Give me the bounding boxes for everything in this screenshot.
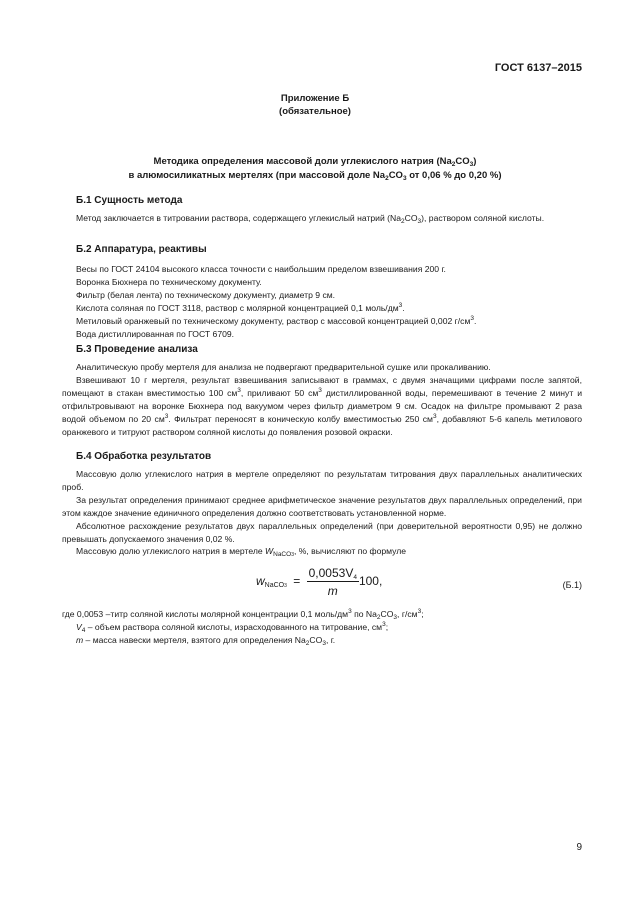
b2-item: Воронка Бюхнера по техническому документу. xyxy=(76,277,262,287)
section-b1-heading: Б.1 Сущность метода xyxy=(76,195,183,206)
b4-paragraph: Массовую долю углекислого натрия в мертеле определяют по результатам титрования двух параллельных аналитических проб. xyxy=(62,469,582,492)
b3-paragraph: Аналитическую пробу мертеля для анализа не подвергают предварительной сушке или прокаливанию. xyxy=(76,362,491,372)
legend-line: m – масса навески мертеля, взятого для определения $Na_2CO_3$, г. xyxy=(76,635,336,647)
section-b3-heading: Б.3 Проведение анализа xyxy=(76,344,198,355)
appendix-title: Приложение Б xyxy=(280,93,350,104)
b2-item: Вода дистиллированная по ГОСТ 6709. xyxy=(76,329,235,339)
b2-item: Фильтр (белая лента) по техническому документу, диаметр 9 см. xyxy=(76,290,336,300)
formula-fraction: $\frac{0,0053V_4}{m}$ xyxy=(308,566,357,598)
b4-paragraph: Абсолютное расхождение результатов двух параллельных определений (при доверительной вероятности 0,95) не должно превышать допускаемого значения 0,02 %. xyxy=(62,521,582,544)
section-b1-text: Метод заключается в титровании раствора, содержащего углекислый натрий $(Na_2CO_3)$, раствором соляной кислоты. xyxy=(76,213,545,225)
method-title-line1: Методика определения массовой доли углекислого натрия $(Na_2CO_3)$ xyxy=(153,156,477,168)
legend-line: где 0,0053 –титр соляной кислоты молярной концентрации 0,1 моль/$дм^3$ по $Na_2CO_3$, $г/см^3$; xyxy=(62,608,424,621)
formula-number: (Б.1) xyxy=(562,580,582,590)
formula-b1: $w_{NaCO3}$ = $\frac{0,0053V_4}{m}$ 100, xyxy=(256,566,383,598)
b4-paragraph: За результат определения принимают среднее арифметическое значение результатов двух параллельных определений, при этом каждое значение единичного определения должно соответствовать установленной норме. xyxy=(62,495,582,518)
appendix-subtitle: (обязательное) xyxy=(279,106,351,117)
legend-line: $V_4$ – объем раствора соляной кислоты, израсходованного на титрование, $см^3$; xyxy=(76,621,389,634)
b4-paragraph: Массовую долю углекислого натрия в мертеле $W_{NaCO3}$, %, вычисляют по формуле xyxy=(76,546,407,558)
b3-paragraph: Взвешивают 10 г мертеля, результат взвешивания записывают в граммах, с двумя значащими цифрами после запятой, помещают в стакан вместимостью 100 $см^3$, приливают 50 $см^3$ дистиллированной воды, перемешивают в течение 2 минут и отфильтровывают на воронке Бюхнера под вакуумом через фильтр диаметром 9 см. Осадок на фильтре промывают 2 раза водой объемом по 20 $см^3$. Фильтрат переносят в коническую колбу вместимостью 250 $см^3$, добавляют 5-6 капель метилового оранжевого и титруют раствором соляной кислоты до появления розовой окраски. xyxy=(62,375,582,437)
b2-item: Метиловый оранжевый по техническому документу, раствор с массовой концентрацией 0,002 $г/см^3$. xyxy=(76,315,477,326)
page-number: 9 xyxy=(576,842,582,853)
b2-item: Весы по ГОСТ 24104 высокого класса точности с наибольшим пределом взвешивания 200 г. xyxy=(76,264,446,274)
b2-item: Кислота соляная по ГОСТ 3118, раствор с молярной концентрацией 0,1 моль/$дм^3$. xyxy=(76,302,405,313)
section-b2-heading: Б.2 Аппаратура, реактивы xyxy=(76,244,207,255)
standard-header: ГОСТ 6137–2015 xyxy=(494,62,582,74)
section-b4-heading: Б.4 Обработка результатов xyxy=(76,451,212,462)
method-title-line2: в алюмосиликатных мертелях (при массовой доле $Na_2CO_3$ от 0,06 % до 0,20 %) xyxy=(128,170,502,182)
